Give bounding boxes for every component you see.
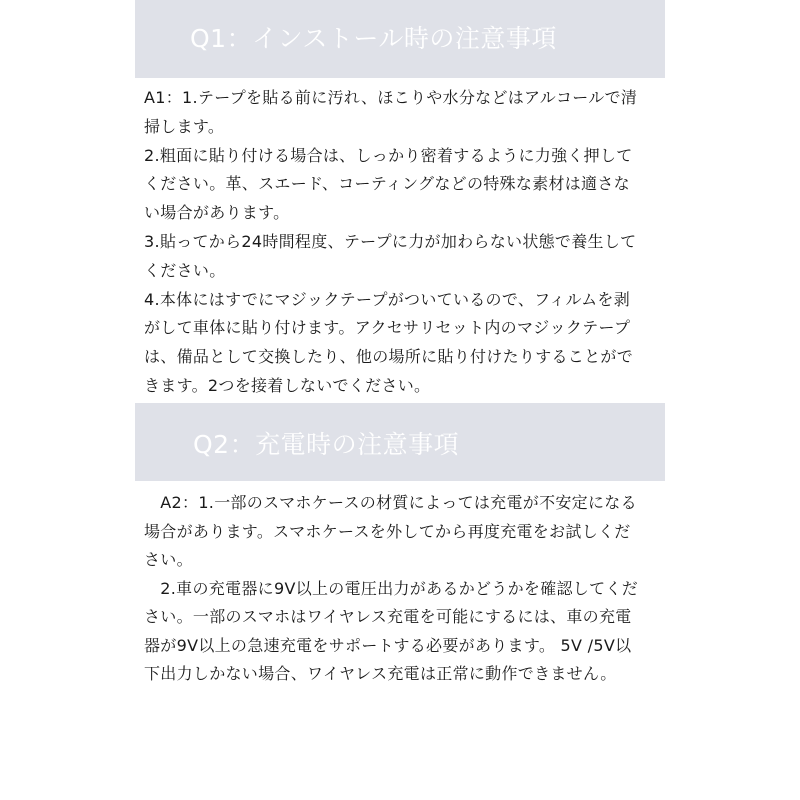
a1-line: きます。2つを接着しないでください。 (144, 375, 431, 395)
a1-line: 3.貼ってから24時間程度、テープに力が加わらない状態で養生して (144, 231, 637, 251)
a1-line: ください。革、スエード、コーティングなどの特殊な素材は適さな (144, 174, 630, 194)
a2-line: 場合があります。スマホケースを外してから再度充電をお試しくだ (144, 521, 631, 541)
a2-line: A2：1.一部のスマホケースの材質によっては充電が不安定になる (144, 493, 637, 512)
a1-line: 掃します。 (144, 116, 225, 136)
a2-answer (144, 489, 664, 689)
a1-line: ください。 (144, 260, 226, 280)
q2-banner (135, 403, 665, 481)
a1-answer (144, 84, 664, 401)
a1-line: がして車体に貼り付けます。アクセサリセット内のマジックテープ (144, 318, 631, 338)
a2-line: さい。一部のスマホはワイヤレス充電を可能にするには、車の充電 (144, 607, 632, 626)
q1-banner (135, 0, 665, 78)
a2-line: 器が9V以上の急速充電をサポートする必要があります。 5V /5V以 (144, 635, 632, 655)
a1-line: は、備品として交換したり、他の場所に貼り付けたりすることがで (144, 347, 634, 367)
q2-title: Q2：充電時の注意事項 (193, 430, 460, 459)
a1-line: A1：1.テープを貼る前に汚れ、ほこりや水分などはアルコールで清 (144, 88, 638, 107)
a2-line: 2.車の充電器に9V以上の電圧出力があるかどうかを確認してくだ (144, 578, 638, 598)
a1-line: 2.粗面に貼り付ける場合は、しっかり密着するように力強く押して (144, 145, 633, 165)
a1-line: い場合があります。 (144, 203, 290, 223)
q1-title: Q1：インストール時の注意事項 (190, 24, 557, 53)
a2-line: 下出力しかない場合、ワイヤレス充電は正常に動作できません。 (144, 664, 617, 683)
a1-line: 4.本体にはすでにマジックテープがついているので、フィルムを剥 (144, 289, 631, 309)
a2-line: さい。 (144, 550, 193, 569)
